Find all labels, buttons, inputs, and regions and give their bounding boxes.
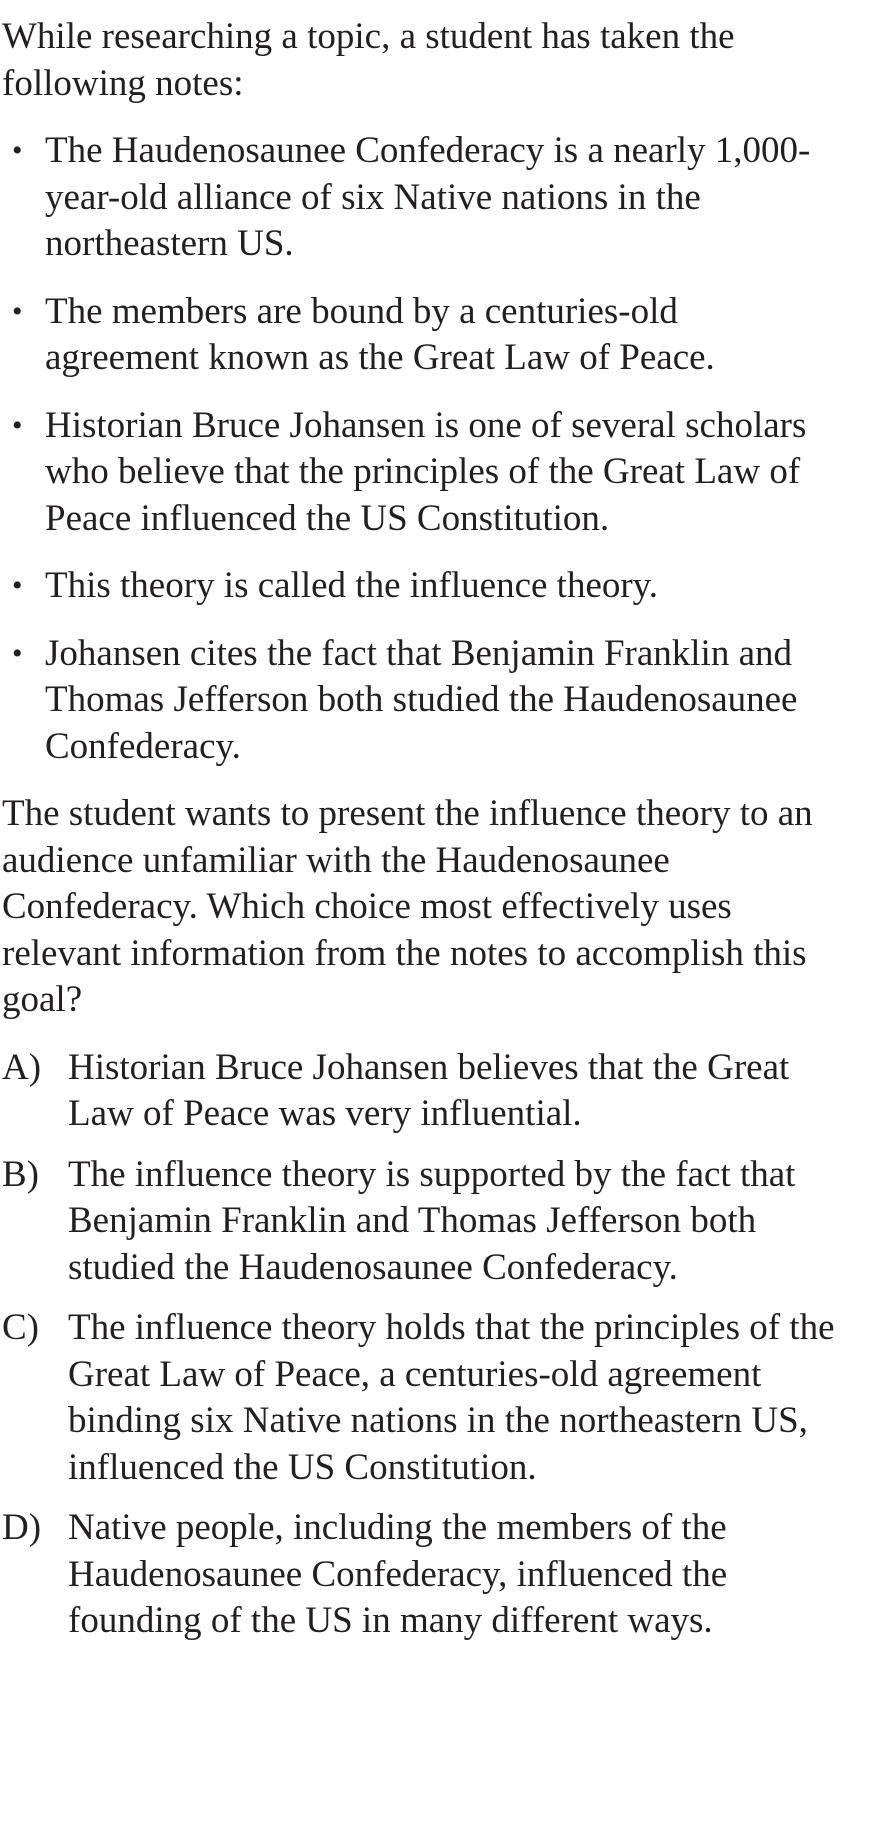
note-item <box>2 563 835 610</box>
choice-letter: A) <box>2 1046 42 1088</box>
choice-text: The influence theory holds that the principles of the Great Law of Peace, a centuries-old agreement binding six Native nations in the northeastern US, influenced the US Constitution. <box>68 1307 835 1488</box>
choice-letter: C) <box>2 1307 39 1348</box>
note-item <box>2 403 835 543</box>
question-page <box>2 14 882 1659</box>
choice-c[interactable] <box>2 1305 848 1491</box>
note-text: The Haudenosaunee Confederacy is a nearly 1,000-year-old alliance of six Native nations in the northeastern US. <box>45 130 811 264</box>
choice-text: The influence theory is supported by the fact that Benjamin Franklin and Thomas Jefferson both studied the Haudenosaunee Confederacy. <box>68 1153 796 1288</box>
bullet-icon: • <box>12 636 23 670</box>
bullet-icon: • <box>12 134 23 167</box>
intro-text: While researching a topic, a student has taken the following notes: <box>2 16 735 104</box>
bullet-icon: • <box>12 294 23 328</box>
note-text: Johansen cites the fact that Benjamin Franklin and Thomas Jefferson both studied the Haudenosaunee Confederacy. <box>45 632 798 767</box>
question-stem: The student wants to present the influence theory to an audience unfamiliar with the Haudenosaunee Confederacy. Which choice most effectively uses relevant information from the notes to accomplish this goal? <box>2 793 813 1020</box>
note-item <box>2 289 835 382</box>
choice-text: Historian Bruce Johansen believes that the Great Law of Peace was very influential. <box>68 1046 790 1134</box>
note-item <box>2 631 835 771</box>
bullet-icon: • <box>12 408 23 442</box>
choice-d[interactable] <box>2 1505 848 1645</box>
bullet-icon: • <box>12 569 23 602</box>
note-text: Historian Bruce Johansen is one of several scholars who believe that the principles of the Great Law of Peace influenced the US Constitution. <box>45 404 807 539</box>
choice-letter: B) <box>2 1153 39 1195</box>
note-text: This theory is called the influence theory. <box>45 565 659 606</box>
answer-choices <box>2 1045 882 1645</box>
notes-list <box>2 128 882 770</box>
choice-text: Native people, including the members of the Haudenosaunee Confederacy, influenced the founding of the US in many different ways. <box>68 1507 728 1641</box>
note-item <box>2 128 835 268</box>
choice-a[interactable] <box>2 1045 848 1138</box>
choice-b[interactable] <box>2 1152 848 1292</box>
choice-letter: D) <box>2 1507 42 1548</box>
note-text: The members are bound by a centuries-old agreement known as the Great Law of Peace. <box>45 290 715 378</box>
